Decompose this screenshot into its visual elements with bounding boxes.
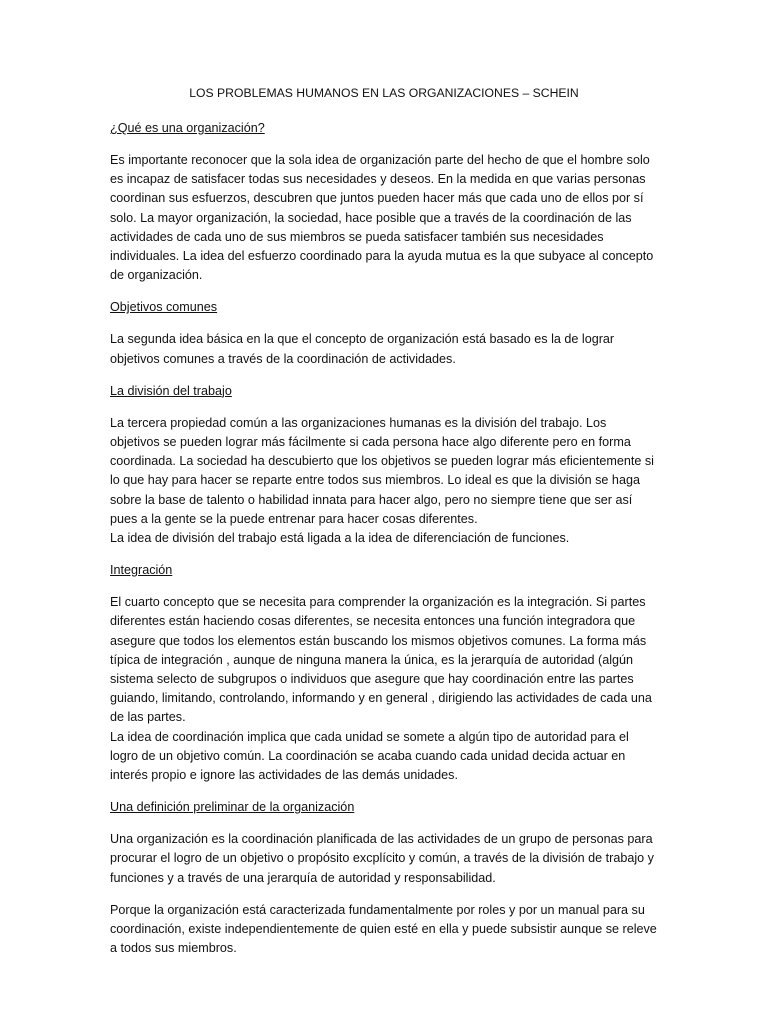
section-heading-objetivos-comunes: Objetivos comunes bbox=[110, 300, 218, 315]
paragraph-division-trabajo-note: La idea de división del trabajo está ligada a la idea de diferenciación de funciones. bbox=[110, 531, 570, 546]
document-body bbox=[110, 84, 658, 972]
section-heading-definicion-preliminar: Una definición preliminar de la organización bbox=[110, 800, 355, 815]
section-heading-division-trabajo: La división del trabajo bbox=[110, 383, 232, 398]
paragraph-division-trabajo-text: La tercera propiedad común a las organizaciones humanas es la división del trabajo. Los objetivos se pueden lograr más fácilmente si cada persona hace algo diferente pero en forma coordinada. La sociedad ha descubierto que los objetivos se pueden lograr más eficientemente si lo que hay para hacer se reparte entre todos sus miembros. Lo ideal es que la división se haga sobre la base de talento o habilidad innata para hacer algo, pero no siempre tiene que ser así pues a la gente se la puede entrenar para hacer cosas diferentes. bbox=[110, 415, 654, 526]
paragraph-division-trabajo bbox=[110, 414, 658, 548]
document-title: LOS PROBLEMAS HUMANOS EN LAS ORGANIZACIONES – SCHEIN bbox=[189, 86, 579, 100]
paragraph-integracion-text: El cuarto concepto que se necesita para comprender la organización es la integración. Si partes diferentes están haciendo cosas diferentes, se necesita entonces una función integradora que asegure que todos los elementos están buscando los mismos objetivos comunes. La forma más típica de integración , aunque de ninguna manera la única, es la jerarquía de autoridad (algún sistema selecto de subgrupos o individuos que asegure que hay coordinación entre las partes guiando, limitando, controlando, informando y en general , dirigiendo las actividades de cada una de las partes. bbox=[110, 595, 652, 725]
paragraph-integracion-coordinacion: La idea de coordinación implica que cada unidad se somete a algún tipo de autoridad para el logro de un objetivo común. La coordinación se acaba cuando cada unidad decida actuar en interés propio e ignore las actividades de las demás unidades. bbox=[110, 729, 629, 783]
section-heading-que-es-organizacion: ¿Qué es una organización? bbox=[110, 121, 265, 135]
section-heading-integracion: Integración bbox=[110, 563, 173, 578]
spacer bbox=[110, 548, 658, 561]
paragraph-definicion-preliminar: Una organización es la coordinación planificada de las actividades de un grupo de personas para procurar el logro de un objetivo o propósito excplícito y común, a través de la división de trabajo y funciones y a través de una jerarquía de autoridad y responsabilidad. bbox=[110, 832, 654, 885]
paragraph-objetivos-comunes: La segunda idea básica en la que el concepto de organización está basado es la de lograr objetivos comunes a través de la coordinación de actividades. bbox=[110, 332, 615, 366]
paragraph-integracion bbox=[110, 593, 658, 785]
paragraph-que-es-organizacion: Es importante reconocer que la sola idea de organización parte del hecho de que el hombre solo es incapaz de satisfacer todas sus necesidades y deseos. En la medida en que varias personas coordinan sus esfuerzos, descubren que juntos pueden hacer más que cada uno de ellos por sí solo. La mayor organización, la sociedad, hace posible que a través de la coordinación de las actividades de cada uno de sus miembros se pueda satisfacer también sus necesidades individuales. La idea del esfuerzo coordinado para la ayuda mutua es la que subyace al concepto de organización. bbox=[110, 153, 654, 283]
paragraph-roles-manual: Porque la organización está caracterizada fundamentalmente por roles y por un manual para su coordinación, existe independientemente de quien esté en ella y puede subsistir aunque se releve a todos sus miembros. bbox=[110, 902, 657, 956]
